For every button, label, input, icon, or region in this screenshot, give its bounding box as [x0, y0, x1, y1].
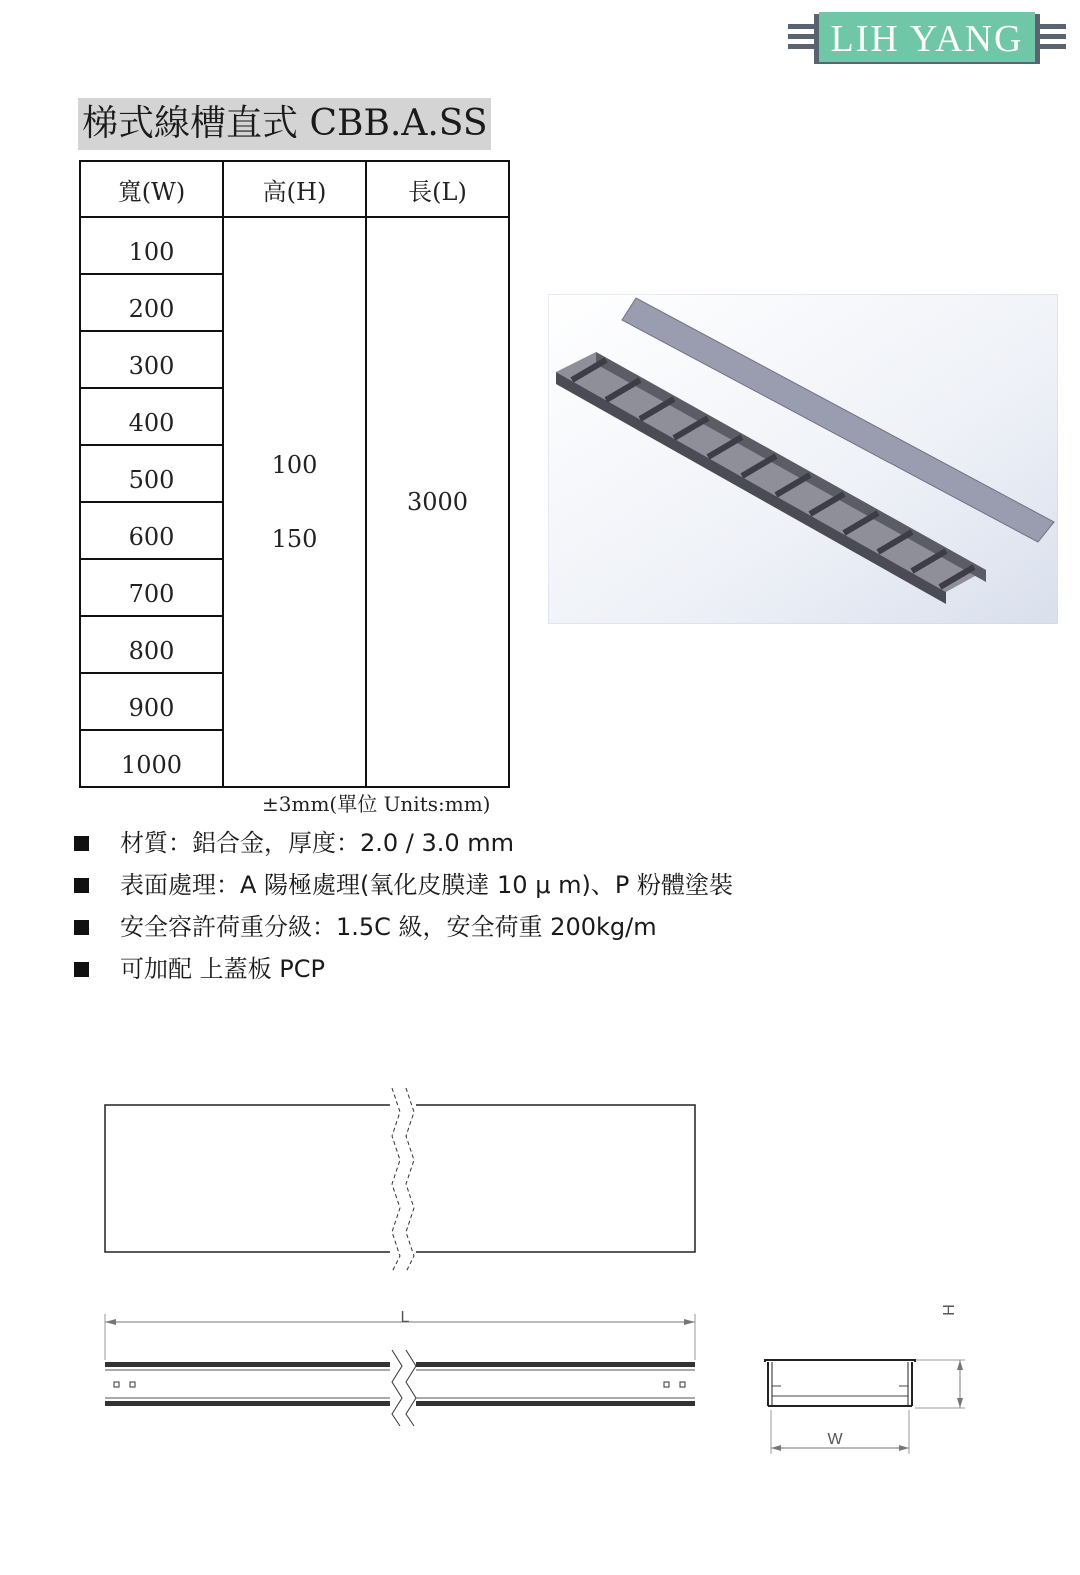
- tolerance-note: ±3mm(單位 Units:mm): [262, 792, 491, 816]
- height-dimension-label: H: [941, 1304, 958, 1316]
- width-cell: 700: [80, 559, 223, 616]
- list-item: 材質：鋁合金，厚度：2.0 / 3.0 mm: [74, 822, 733, 864]
- length-cell: [366, 217, 509, 787]
- list-item: 安全容許荷重分級：1.5C 級，安全荷重 200kg/m: [74, 906, 733, 948]
- width-cell: 300: [80, 331, 223, 388]
- length-value: 3000: [406, 488, 469, 516]
- width-cell: 900: [80, 673, 223, 730]
- height-cell: [223, 217, 366, 787]
- width-cell: 800: [80, 616, 223, 673]
- page-title: 梯式線槽直式 CBB.A.SS: [78, 98, 491, 150]
- width-cell: 1000: [80, 730, 223, 787]
- width-cell: 100: [80, 217, 223, 274]
- spec-table: [79, 160, 510, 788]
- bullet-square-icon: [74, 878, 89, 893]
- length-header: 長(L): [366, 161, 509, 217]
- bullet-square-icon: [74, 836, 89, 851]
- width-dimension-label: W: [827, 1431, 843, 1448]
- width-cell: 400: [80, 388, 223, 445]
- feature-list: [74, 822, 733, 990]
- height-value: 150: [271, 525, 318, 553]
- side-view-drawing: [96, 1300, 706, 1430]
- bullet-square-icon: [74, 920, 89, 935]
- height-header: 高(H): [223, 161, 366, 217]
- length-dimension-label: L: [400, 1309, 410, 1326]
- section-view-drawing: [755, 1296, 975, 1456]
- width-cell: 200: [80, 274, 223, 331]
- top-view-drawing: [96, 1084, 706, 1274]
- width-cell: 600: [80, 502, 223, 559]
- logo-text: LIH YANG: [830, 18, 1024, 60]
- lih-yang-logo: [786, 10, 1068, 70]
- bullet-square-icon: [74, 962, 89, 977]
- width-cell: 500: [80, 445, 223, 502]
- list-item: 可加配 上蓋板 PCP: [74, 948, 733, 990]
- list-item: 表面處理：A 陽極處理(氧化皮膜達 10 μ m)、P 粉體塗裝: [74, 864, 733, 906]
- width-header: 寬(W): [80, 161, 223, 217]
- height-value: 100: [271, 451, 318, 479]
- product-render: [548, 294, 1058, 624]
